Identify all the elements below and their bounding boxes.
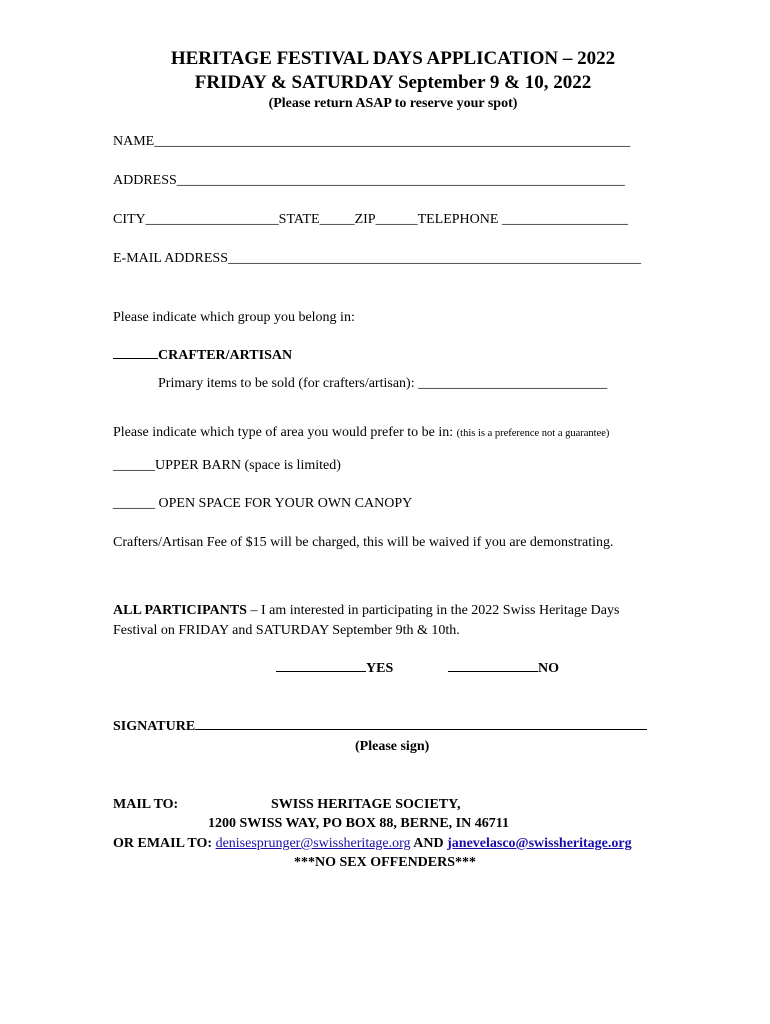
name-blank[interactable]: ____________________________________________________________________ bbox=[154, 134, 631, 149]
name-label: NAME bbox=[113, 134, 155, 149]
area-note: (this is a preference not a guarantee) bbox=[456, 428, 610, 439]
and-label: AND bbox=[413, 836, 444, 851]
city-label: CITY bbox=[113, 212, 146, 227]
open-space-blank[interactable]: ______ bbox=[113, 496, 155, 511]
address-field[interactable] bbox=[113, 173, 625, 189]
open-space-label: OPEN SPACE FOR YOUR OWN CANOPY bbox=[158, 496, 413, 511]
fee-notice: Crafters/Artisan Fee of $15 will be charged, this will be waived if you are demonstrating. bbox=[113, 535, 614, 550]
participants-label: ALL PARTICIPANTS bbox=[113, 603, 247, 618]
form-subtitle: (Please return ASAP to reserve your spot) bbox=[268, 96, 518, 111]
society-address: 1200 SWISS WAY, PO BOX 88, BERNE, IN 46711 bbox=[208, 816, 509, 831]
open-space-option[interactable] bbox=[113, 496, 412, 512]
email-blank[interactable]: ___________________________________________________________ bbox=[228, 251, 641, 266]
crafter-checkline[interactable] bbox=[113, 358, 158, 359]
area-prompt: Please indicate which type of area you would prefer to be in: bbox=[113, 425, 454, 440]
crafter-option[interactable] bbox=[113, 348, 292, 364]
form-dates: FRIDAY & SATURDAY September 9 & 10, 2022 bbox=[194, 72, 592, 93]
zip-blank[interactable]: ______ bbox=[375, 212, 418, 227]
signature-line[interactable] bbox=[195, 729, 647, 730]
participants-line2: Festival on FRIDAY and SATURDAY September 9th & 10th. bbox=[113, 623, 460, 638]
yes-label: YES bbox=[366, 661, 394, 676]
mail-to-label: MAIL TO: bbox=[113, 797, 179, 812]
society-name: SWISS HERITAGE SOCIETY, bbox=[271, 797, 461, 812]
no-option[interactable] bbox=[448, 661, 559, 677]
email-row bbox=[113, 836, 632, 852]
telephone-blank[interactable]: __________________ bbox=[501, 212, 628, 227]
participants-text1: – I am interested in participating in the 2022 Swiss Heritage Days bbox=[246, 603, 620, 618]
city-blank[interactable]: ___________________ bbox=[145, 212, 279, 227]
email-field[interactable] bbox=[113, 251, 641, 267]
no-offenders-notice: ***NO SEX OFFENDERS*** bbox=[294, 855, 477, 870]
zip-label: ZIP bbox=[354, 212, 376, 227]
area-prompt-row bbox=[113, 425, 609, 441]
signature-label: SIGNATURE bbox=[113, 719, 196, 734]
email-label: E-MAIL ADDRESS bbox=[113, 251, 228, 266]
address-blank[interactable]: ________________________________________________________________ bbox=[176, 173, 625, 188]
upper-barn-option[interactable] bbox=[113, 458, 341, 474]
yes-option[interactable] bbox=[276, 661, 393, 677]
signature-note: (Please sign) bbox=[355, 739, 430, 754]
primary-items-field[interactable] bbox=[158, 376, 607, 392]
telephone-label: TELEPHONE bbox=[417, 212, 499, 227]
form-title: HERITAGE FESTIVAL DAYS APPLICATION – 2022 bbox=[170, 48, 616, 69]
crafter-label: CRAFTER/ARTISAN bbox=[158, 348, 293, 363]
signature-row[interactable] bbox=[113, 719, 647, 735]
no-label: NO bbox=[538, 661, 559, 676]
primary-items-blank[interactable]: ___________________________ bbox=[418, 376, 608, 391]
no-checkline[interactable] bbox=[448, 671, 538, 672]
email-link-1[interactable]: denisesprunger@swissheritage.org bbox=[215, 836, 411, 851]
address-label: ADDRESS bbox=[113, 173, 177, 188]
upper-barn-blank[interactable]: ______ bbox=[113, 458, 155, 473]
upper-barn-label: UPPER BARN (space is limited) bbox=[155, 458, 341, 473]
email-link-2[interactable]: janevelasco@swissheritage.org bbox=[447, 836, 632, 851]
name-field[interactable] bbox=[113, 134, 630, 150]
city-state-zip-row bbox=[113, 212, 628, 228]
yes-checkline[interactable] bbox=[276, 671, 366, 672]
group-prompt: Please indicate which group you belong in: bbox=[113, 310, 355, 325]
primary-items-label: Primary items to be sold (for crafters/artisan): bbox=[158, 376, 415, 391]
participants-line1 bbox=[113, 603, 619, 619]
state-label: STATE bbox=[278, 212, 320, 227]
state-blank[interactable]: _____ bbox=[319, 212, 355, 227]
or-email-label: OR EMAIL TO: bbox=[113, 836, 213, 851]
